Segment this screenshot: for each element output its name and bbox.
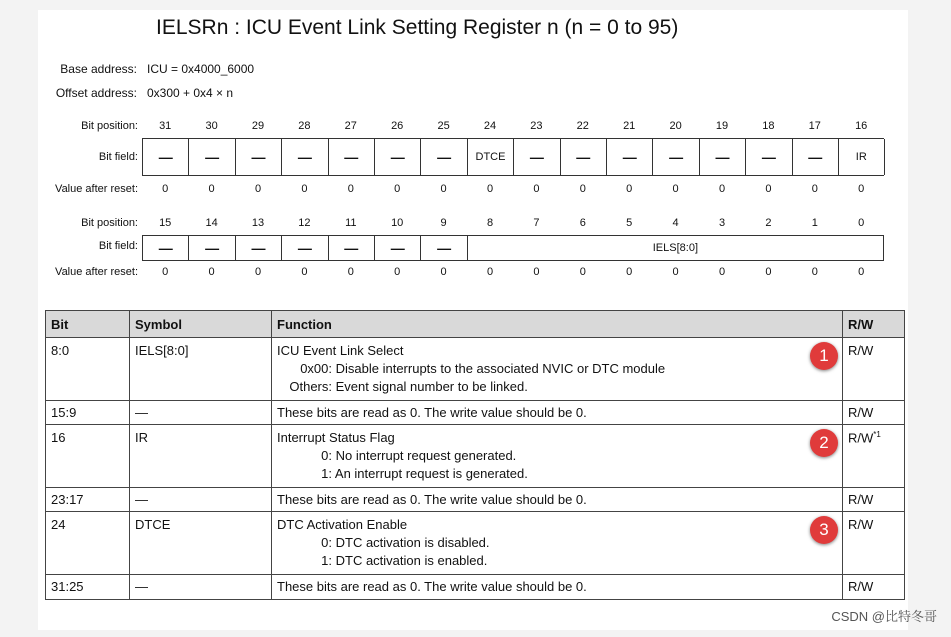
reserved-bit-mark: — — [390, 240, 405, 256]
lower-bit-position-6: 9 — [440, 217, 447, 229]
lower-bit-position-12: 3 — [718, 217, 726, 229]
lower-reset-value-9: 0 — [579, 266, 586, 278]
lower-reset-value-3: 0 — [301, 266, 308, 278]
lower-reset-value-7: 0 — [486, 266, 494, 278]
upper-bit-position-8: 23 — [530, 120, 543, 132]
bit-description-table — [45, 310, 905, 600]
upper-bit-field-10 — [606, 139, 652, 175]
reserved-bit-mark: — — [576, 149, 591, 165]
reserved-bit-mark: — — [761, 149, 776, 165]
upper-reset-value-8: 0 — [533, 183, 540, 195]
upper-bit-field-6 — [420, 139, 466, 175]
row-function — [272, 512, 843, 575]
upper-reset-value-5: 0 — [394, 183, 401, 195]
function-title: ICU Event Link Select — [277, 343, 404, 358]
iels-field-name: IELS[8:0] — [652, 242, 699, 254]
function-detail-line — [277, 466, 837, 481]
lower-bit-position-1: 14 — [205, 217, 218, 229]
offset-address-value: 0x300 + 0x4 × n — [147, 86, 234, 100]
row-function: These bits are read as 0. The write value should be 0. — [272, 575, 843, 600]
register-title: IELSRn : ICU Event Link Setting Register n (n = 0 to 95) — [156, 16, 679, 39]
row-function: These bits are read as 0. The write value should be 0. — [272, 488, 843, 512]
lower-bit-field-label: Bit field: — [98, 240, 138, 252]
lower-bit-field-0 — [142, 236, 188, 260]
upper-reset-value-6: 0 — [440, 183, 447, 195]
lower-bit-field-6 — [420, 236, 466, 260]
reserved-bit-mark: — — [251, 149, 266, 165]
row-bit: 8:0 — [46, 338, 130, 401]
table-row — [46, 338, 905, 401]
lower-reset-value-11: 0 — [672, 266, 679, 278]
reserved-bit-mark: — — [297, 240, 312, 256]
row-function: These bits are read as 0. The write value should be 0. — [272, 401, 843, 425]
reserved-bit-mark: — — [622, 149, 637, 165]
reserved-bit-mark: — — [251, 240, 266, 256]
detail-text: DTC activation is enabled. — [335, 553, 488, 568]
table-row — [46, 425, 905, 488]
lower-reset-value-4: 0 — [347, 266, 354, 278]
lower-bit-position-8: 7 — [533, 217, 540, 229]
upper-reset-value-0: 0 — [162, 183, 169, 195]
upper-bit-field-5 — [374, 139, 420, 175]
lower-reset-value-1: 0 — [208, 266, 215, 278]
callout-badge-1: 1 — [810, 342, 838, 370]
upper-bit-field-14 — [792, 139, 838, 175]
upper-reset-value-10: 0 — [626, 183, 633, 195]
upper-bit-field-9 — [560, 139, 606, 175]
lower-reset-value-14: 0 — [811, 266, 818, 278]
detail-text: Event signal number to be linked. — [335, 379, 528, 394]
upper-bit-field-row — [142, 138, 884, 176]
upper-bit-position-3: 28 — [298, 120, 311, 132]
detail-text: An interrupt request is generated. — [334, 466, 528, 481]
offset-address-label: Offset address: — [55, 86, 137, 100]
function-detail-line — [277, 448, 837, 463]
function-detail-line — [277, 361, 837, 376]
lower-bit-position-0: 15 — [159, 217, 172, 229]
rw-value: R/W — [848, 517, 874, 532]
rw-value: R/W — [848, 430, 874, 446]
detail-text: DTC activation is disabled. — [335, 535, 490, 550]
row-rw — [843, 425, 905, 488]
watermark: CSDN @比特冬哥 — [831, 609, 937, 624]
upper-reset-value-15: 0 — [858, 183, 865, 195]
function-detail-line — [277, 553, 837, 568]
upper-bit-position-label: Bit position: — [81, 120, 138, 132]
lower-reset-value-8: 0 — [533, 266, 540, 278]
row-rw — [843, 401, 905, 425]
lower-bit-position-5: 10 — [391, 217, 404, 229]
upper-reset-value-14: 0 — [811, 183, 818, 195]
upper-bit-field-1 — [188, 139, 234, 175]
reserved-bit-mark: — — [437, 240, 452, 256]
row-rw — [843, 575, 905, 600]
table-row — [46, 575, 905, 600]
reserved-bit-mark: — — [669, 149, 684, 165]
upper-bit-position-9: 22 — [576, 120, 589, 132]
rw-value: R/W — [848, 579, 874, 594]
detail-key: 0: — [321, 535, 332, 550]
upper-bit-field-7 — [467, 139, 513, 175]
rw-value: R/W — [848, 492, 874, 507]
lower-bit-position-4: 11 — [345, 217, 357, 229]
reserved-bit-mark: — — [344, 240, 359, 256]
upper-bit-position-6: 25 — [437, 120, 450, 132]
bit-field-name: DTCE — [475, 151, 506, 163]
base-address-label: Base address: — [60, 62, 137, 76]
function-title: DTC Activation Enable — [277, 517, 408, 532]
header-function: Function — [272, 311, 843, 338]
table-row — [46, 488, 905, 512]
lower-bit-field-4 — [328, 236, 374, 260]
upper-bit-position-5: 26 — [391, 120, 404, 132]
upper-bit-position-4: 27 — [344, 120, 357, 132]
upper-reset-value-4: 0 — [347, 183, 354, 195]
callout-badge-2: 2 — [810, 429, 838, 457]
callout-badge-3: 3 — [810, 516, 838, 544]
table-row — [46, 401, 905, 425]
lower-bit-position-11: 4 — [672, 217, 679, 229]
upper-bit-position-11: 20 — [669, 120, 682, 132]
row-symbol: DTCE — [130, 512, 272, 575]
row-symbol: IR — [130, 425, 272, 488]
upper-bit-field-0 — [142, 139, 188, 175]
upper-reset-value-1: 0 — [208, 183, 215, 195]
lower-bit-field-1 — [188, 236, 234, 260]
lower-bit-field-5 — [374, 236, 420, 260]
lower-reset-value-0: 0 — [162, 266, 169, 278]
upper-bit-field-4 — [328, 139, 374, 175]
table-header-row — [46, 311, 905, 338]
upper-bit-field-11 — [652, 139, 698, 175]
row-symbol: — — [130, 488, 272, 512]
upper-bit-position-10: 21 — [623, 120, 636, 132]
row-symbol: — — [130, 575, 272, 600]
detail-text: Disable interrupts to the associated NVIC or DTC module — [335, 361, 666, 376]
header-bit: Bit — [46, 311, 130, 338]
upper-bit-field-15 — [838, 139, 885, 175]
row-rw — [843, 338, 905, 401]
header-symbol: Symbol — [130, 311, 272, 338]
upper-bit-position-14: 17 — [808, 120, 821, 132]
lower-bit-field-row — [142, 235, 884, 261]
lower-bit-position-3: 12 — [298, 217, 311, 229]
lower-bit-position-2: 13 — [251, 217, 265, 229]
reserved-bit-mark: — — [437, 149, 452, 165]
upper-reset-value-9: 0 — [579, 183, 586, 195]
reserved-bit-mark: — — [158, 149, 173, 165]
lower-reset-value-12: 0 — [718, 266, 726, 278]
upper-reset-value-3: 0 — [301, 183, 308, 195]
upper-reset-value-11: 0 — [672, 183, 679, 195]
lower-bit-position-label: Bit position: — [81, 217, 138, 229]
lower-bit-position-15: 0 — [858, 217, 865, 229]
lower-reset-value-15: 0 — [858, 266, 865, 278]
lower-bit-position-14: 1 — [811, 217, 818, 229]
upper-bit-field-2 — [235, 139, 281, 175]
detail-key: 0: — [321, 448, 332, 463]
row-bit: 24 — [46, 512, 130, 575]
row-bit: 31:25 — [46, 575, 130, 600]
upper-bit-position-13: 18 — [762, 120, 775, 132]
lower-bit-field-2 — [235, 236, 281, 260]
lower-bit-position-13: 2 — [765, 217, 772, 229]
function-detail-line — [277, 535, 837, 550]
rw-value: R/W — [848, 343, 874, 358]
row-rw — [843, 488, 905, 512]
row-bit: 23:17 — [46, 488, 130, 512]
rw-value: R/W — [848, 405, 874, 420]
reserved-bit-mark: — — [205, 240, 220, 256]
lower-reset-value-2: 0 — [254, 266, 262, 278]
row-symbol: IELS[8:0] — [130, 338, 272, 401]
lower-reset-value-10: 0 — [626, 266, 633, 278]
upper-bit-position-2: 29 — [251, 120, 265, 132]
lower-reset-value-6: 0 — [440, 266, 447, 278]
upper-bit-field-8 — [513, 139, 559, 175]
reserved-bit-mark: — — [158, 240, 173, 256]
row-symbol: — — [130, 401, 272, 425]
detail-key: 1: — [321, 466, 332, 481]
lower-reset-value-13: 0 — [765, 266, 772, 278]
detail-text: No interrupt request generated. — [335, 448, 517, 463]
upper-reset-value-12: 0 — [718, 183, 726, 195]
table-row — [46, 512, 905, 575]
upper-reset-value-7: 0 — [486, 183, 494, 195]
row-function — [272, 425, 843, 488]
base-address-value: ICU = 0x4000_6000 — [147, 62, 255, 76]
upper-bit-position-1: 30 — [205, 120, 218, 132]
upper-bit-position-12: 19 — [715, 120, 729, 132]
lower-bit-position-10: 5 — [626, 217, 633, 229]
row-bit: 15:9 — [46, 401, 130, 425]
upper-reset-label: Value after reset: — [55, 183, 138, 195]
reserved-bit-mark: — — [715, 149, 730, 165]
upper-bit-position-15: 16 — [855, 120, 868, 132]
detail-key: 1: — [321, 553, 332, 568]
lower-reset-value-5: 0 — [394, 266, 401, 278]
reserved-bit-mark: — — [297, 149, 312, 165]
upper-bit-position-7: 24 — [483, 120, 497, 132]
rw-footnote: *1 — [873, 430, 881, 439]
detail-key: 0x00: — [300, 361, 332, 376]
detail-key: Others: — [289, 379, 332, 394]
reserved-bit-mark: — — [205, 149, 220, 165]
upper-bit-position-0: 31 — [159, 120, 172, 132]
upper-bit-field-12 — [699, 139, 745, 175]
lower-bit-field-3 — [281, 236, 327, 260]
reserved-bit-mark: — — [344, 149, 359, 165]
function-detail-line — [277, 379, 837, 394]
header-rw: R/W — [843, 311, 905, 338]
iels-bit-field — [467, 236, 884, 260]
lower-reset-label: Value after reset: — [55, 266, 138, 278]
row-bit: 16 — [46, 425, 130, 488]
lower-bit-position-7: 8 — [486, 217, 494, 229]
bit-field-name: IR — [855, 151, 867, 163]
row-function — [272, 338, 843, 401]
upper-bit-field-13 — [745, 139, 791, 175]
reserved-bit-mark: — — [808, 149, 823, 165]
upper-reset-value-13: 0 — [765, 183, 772, 195]
reserved-bit-mark: — — [390, 149, 405, 165]
upper-bit-field-3 — [281, 139, 327, 175]
function-title: Interrupt Status Flag — [277, 430, 395, 445]
upper-reset-value-2: 0 — [254, 183, 262, 195]
lower-bit-position-9: 6 — [579, 217, 586, 229]
upper-bit-field-label: Bit field: — [98, 151, 138, 163]
reserved-bit-mark: — — [529, 149, 544, 165]
row-rw — [843, 512, 905, 575]
